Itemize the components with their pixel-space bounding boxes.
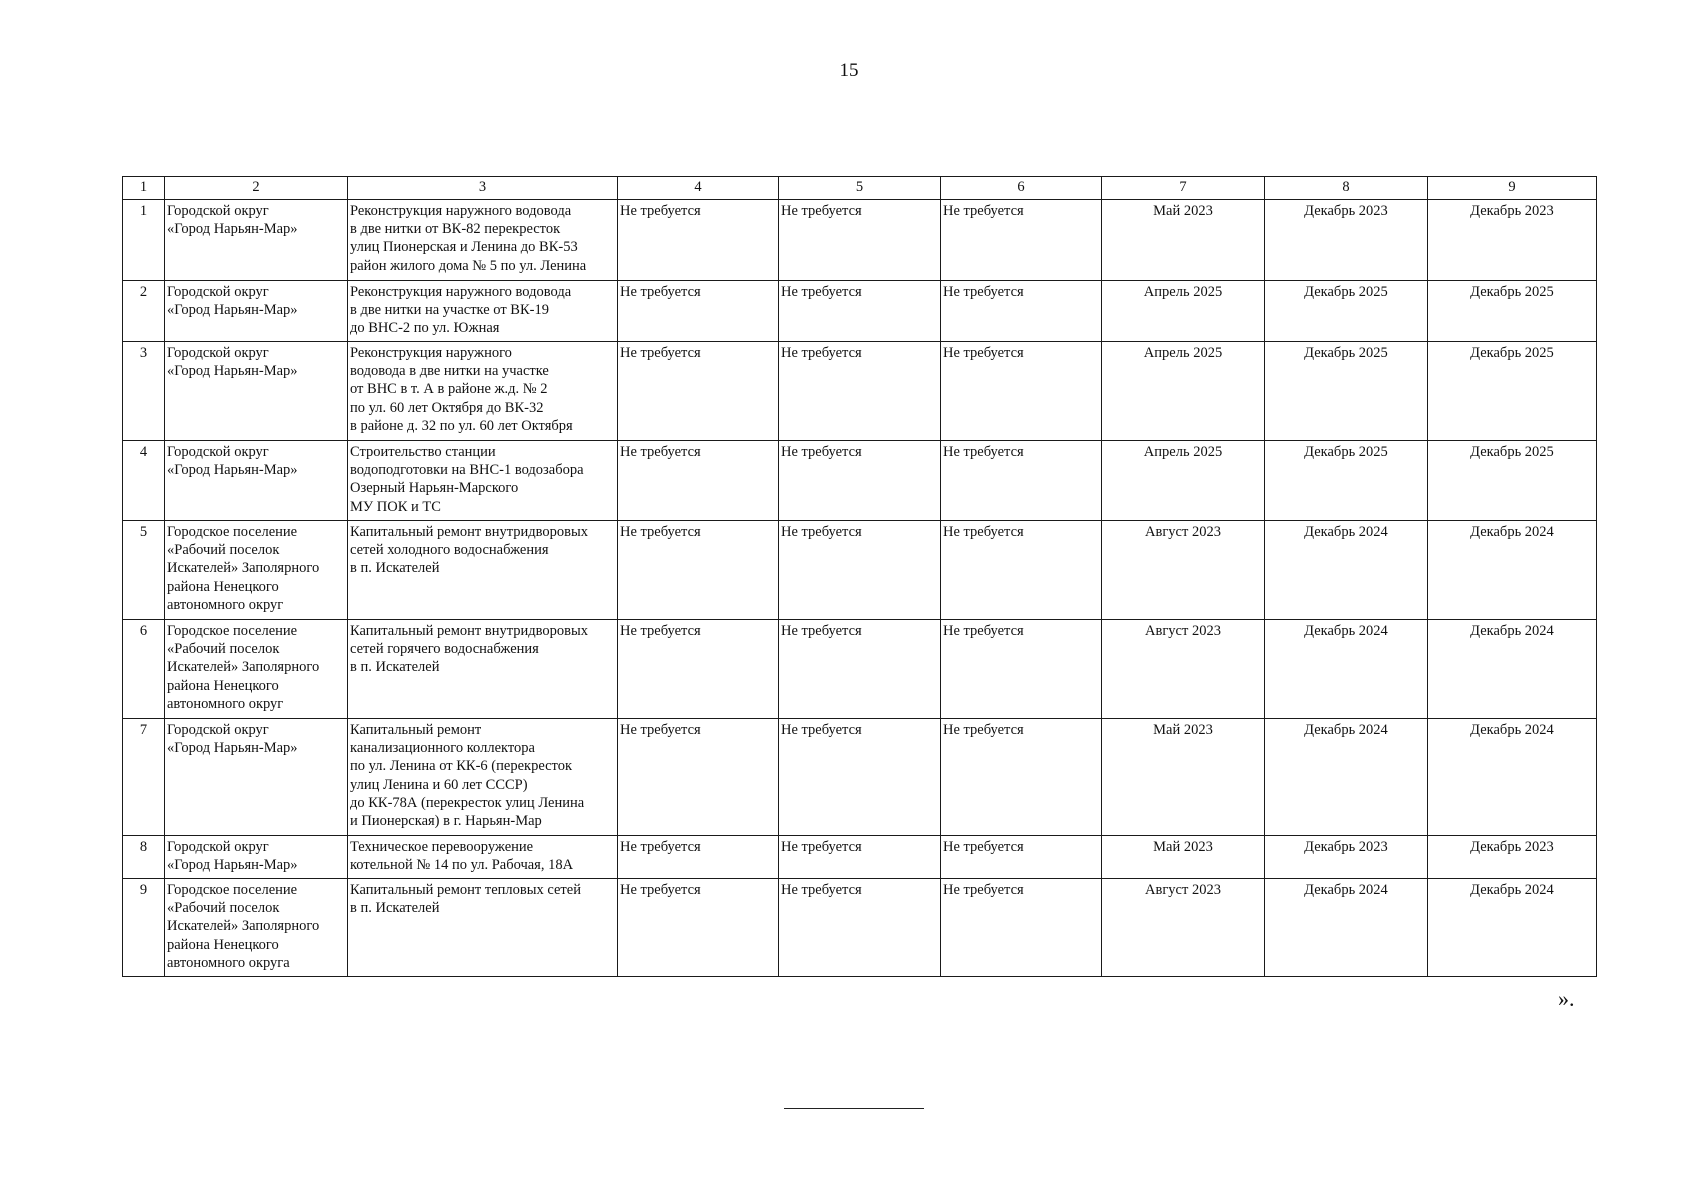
header-cell-7: 7 [1102,177,1265,200]
header-cell-2: 2 [165,177,348,200]
end-date-cell: Декабрь 2024 [1265,879,1428,977]
header-cell-6: 6 [941,177,1102,200]
owner-cell: Городской округ «Город Нарьян-Мар» [165,836,348,879]
start-date-cell: Май 2023 [1102,836,1265,879]
col5-cell: Не требуется [779,342,941,441]
start-date-cell: Август 2023 [1102,879,1265,977]
col4-cell: Не требуется [618,719,779,836]
completion-date-cell: Декабрь 2025 [1428,342,1597,441]
col5-cell: Не требуется [779,200,941,281]
completion-date-cell: Декабрь 2023 [1428,200,1597,281]
page-number: 15 [839,60,859,81]
col4-cell: Не требуется [618,836,779,879]
table-header [123,177,1597,200]
table-row [123,441,1597,521]
row-number: 6 [123,620,165,719]
table-row [123,719,1597,836]
owner-cell: Городской округ «Город Нарьян-Мар» [165,200,348,281]
end-date-cell: Декабрь 2025 [1265,342,1428,441]
completion-date-cell: Декабрь 2024 [1428,620,1597,719]
start-date-cell: Апрель 2025 [1102,441,1265,521]
table-row [123,281,1597,342]
row-number: 5 [123,521,165,620]
col4-cell: Не требуется [618,441,779,521]
end-date-cell: Декабрь 2024 [1265,719,1428,836]
project-cell: Строительство станции водоподготовки на ВНС-1 водозабора Озерный Нарьян-Марского МУ ПОК и ТС [348,441,618,521]
col6-cell: Не требуется [941,879,1102,977]
col4-cell: Не требуется [618,342,779,441]
col6-cell: Не требуется [941,836,1102,879]
header-cell-8: 8 [1265,177,1428,200]
row-number: 9 [123,879,165,977]
end-date-cell: Декабрь 2023 [1265,200,1428,281]
col4-cell: Не требуется [618,620,779,719]
owner-cell: Городское поселение «Рабочий поселок Искателей» Заполярного района Ненецкого автономного округ [165,521,348,620]
start-date-cell: Август 2023 [1102,521,1265,620]
project-cell: Реконструкция наружного водовода в две нитки на участке от ВК-19 до ВНС-2 по ул. Южная [348,281,618,342]
table-row [123,620,1597,719]
col6-cell: Не требуется [941,342,1102,441]
header-cell-4: 4 [618,177,779,200]
start-date-cell: Август 2023 [1102,620,1265,719]
completion-date-cell: Декабрь 2024 [1428,719,1597,836]
row-number: 8 [123,836,165,879]
col4-cell: Не требуется [618,200,779,281]
col4-cell: Не требуется [618,879,779,977]
owner-cell: Городской округ «Город Нарьян-Мар» [165,719,348,836]
row-number: 4 [123,441,165,521]
header-cell-5: 5 [779,177,941,200]
owner-cell: Городское поселение «Рабочий поселок Искателей» Заполярного района Ненецкого автономного округ [165,620,348,719]
closing-quote-mark: ». [1558,986,1575,1011]
start-date-cell: Апрель 2025 [1102,342,1265,441]
project-cell: Капитальный ремонт внутридворовых сетей холодного водоснабжения в п. Искателей [348,521,618,620]
col5-cell: Не требуется [779,521,941,620]
project-cell: Техническое перевооружение котельной № 14 по ул. Рабочая, 18А [348,836,618,879]
project-cell: Капитальный ремонт тепловых сетей в п. Искателей [348,879,618,977]
row-number: 3 [123,342,165,441]
owner-cell: Городской округ «Город Нарьян-Мар» [165,281,348,342]
project-cell: Капитальный ремонт канализационного коллектора по ул. Ленина от КК-6 (перекресток улиц Ленина и 60 лет СССР) до КК-78А (перекресток улиц Ленина и Пионерская) в г. Нарьян-Мар [348,719,618,836]
col5-cell: Не требуется [779,620,941,719]
completion-date-cell: Декабрь 2025 [1428,441,1597,521]
start-date-cell: Май 2023 [1102,719,1265,836]
owner-cell: Городской округ «Город Нарьян-Мар» [165,441,348,521]
col5-cell: Не требуется [779,281,941,342]
table-row [123,342,1597,441]
col6-cell: Не требуется [941,281,1102,342]
header-cell-3: 3 [348,177,618,200]
table-row [123,836,1597,879]
col6-cell: Не требуется [941,620,1102,719]
project-cell: Реконструкция наружного водовода в две нитки от ВК-82 перекресток улиц Пионерская и Ленина до ВК-53 район жилого дома № 5 по ул. Ленина [348,200,618,281]
end-date-cell: Декабрь 2025 [1265,281,1428,342]
start-date-cell: Апрель 2025 [1102,281,1265,342]
row-number: 7 [123,719,165,836]
owner-cell: Городское поселение «Рабочий поселок Искателей» Заполярного района Ненецкого автономного округа [165,879,348,977]
project-cell: Капитальный ремонт внутридворовых сетей горячего водоснабжения в п. Искателей [348,620,618,719]
header-row [123,177,1597,200]
owner-cell: Городской округ «Город Нарьян-Мар» [165,342,348,441]
table-row [123,879,1597,977]
header-cell-9: 9 [1428,177,1597,200]
table-body [123,200,1597,977]
projects-table [122,176,1597,977]
col6-cell: Не требуется [941,521,1102,620]
col5-cell: Не требуется [779,836,941,879]
bottom-divider [784,1108,924,1109]
col5-cell: Не требуется [779,879,941,977]
row-number: 1 [123,200,165,281]
completion-date-cell: Декабрь 2025 [1428,281,1597,342]
col4-cell: Не требуется [618,521,779,620]
completion-date-cell: Декабрь 2023 [1428,836,1597,879]
table-row [123,521,1597,620]
col5-cell: Не требуется [779,441,941,521]
table-row [123,200,1597,281]
row-number: 2 [123,281,165,342]
completion-date-cell: Декабрь 2024 [1428,521,1597,620]
col4-cell: Не требуется [618,281,779,342]
col6-cell: Не требуется [941,441,1102,521]
header-cell-1: 1 [123,177,165,200]
completion-date-cell: Декабрь 2024 [1428,879,1597,977]
end-date-cell: Декабрь 2024 [1265,521,1428,620]
end-date-cell: Декабрь 2024 [1265,620,1428,719]
end-date-cell: Декабрь 2025 [1265,441,1428,521]
col6-cell: Не требуется [941,719,1102,836]
end-date-cell: Декабрь 2023 [1265,836,1428,879]
start-date-cell: Май 2023 [1102,200,1265,281]
col5-cell: Не требуется [779,719,941,836]
project-cell: Реконструкция наружного водовода в две нитки на участке от ВНС в т. А в районе ж.д. № 2 по ул. 60 лет Октября до ВК-32 в районе д. 32 по ул. 60 лет Октября [348,342,618,441]
col6-cell: Не требуется [941,200,1102,281]
